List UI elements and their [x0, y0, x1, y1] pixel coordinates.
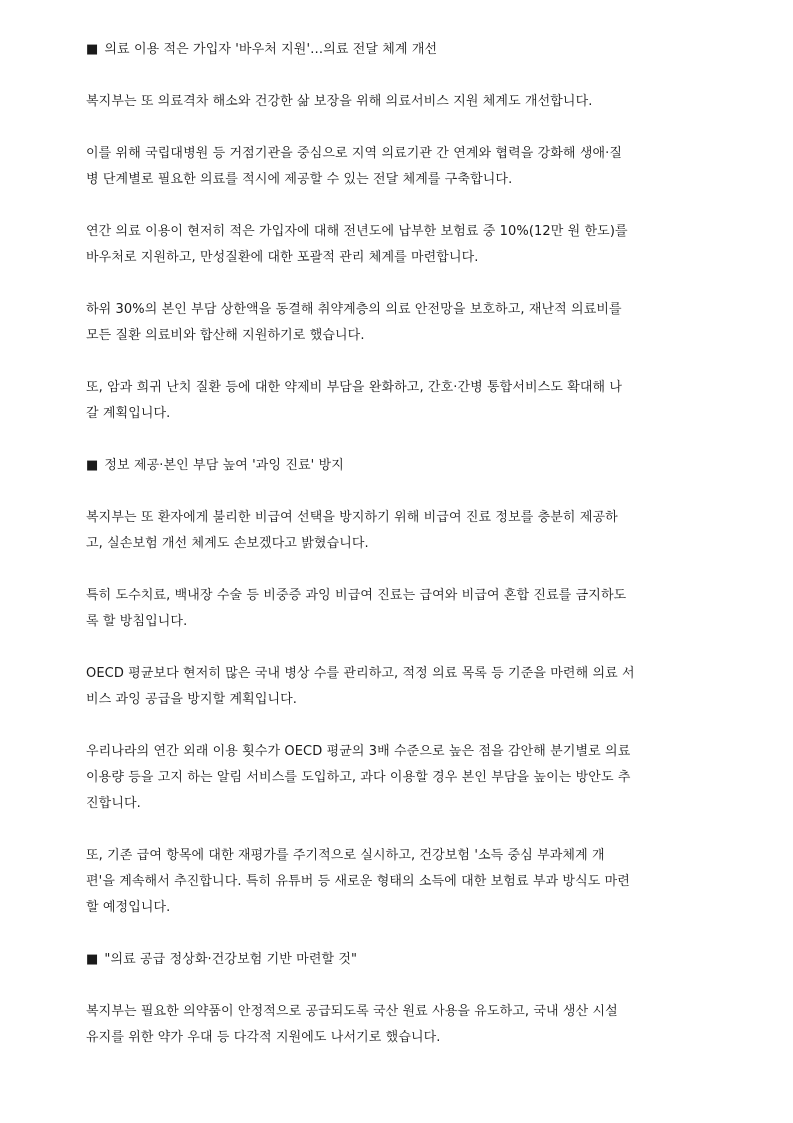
paragraph-line: 갈 계획입니다. [86, 406, 171, 421]
paragraph-line: 복지부는 또 환자에게 불리한 비급여 선택을 방지하기 위해 비급여 진료 정보를 충분히 제공하 [86, 510, 618, 525]
paragraph-line: 록 할 방침입니다. [86, 614, 188, 629]
paragraph-line: 고, 실손보험 개선 체계도 손보겠다고 밝혔습니다. [86, 536, 369, 551]
section-heading [86, 458, 716, 474]
paragraph-line: 모든 질환 의료비와 합산해 지원하기로 했습니다. [86, 328, 365, 343]
paragraph-line: 유지를 위한 약가 우대 등 다각적 지원에도 나서기로 했습니다. [86, 1030, 441, 1045]
paragraph-line: 진합니다. [86, 796, 141, 811]
paragraph-line: 바우처로 지원하고, 만성질환에 대한 포괄적 관리 체계를 마련합니다. [86, 250, 479, 265]
section-heading [86, 42, 716, 58]
heading-text: "의료 공급 정상화·건강보험 기반 마련할 것" [104, 952, 358, 967]
paragraph-line: OECD 평균보다 현저히 많은 국내 병상 수를 관리하고, 적정 의료 목록 등 기준을 마련해 의료 서 [86, 666, 635, 681]
paragraph-line: 연간 의료 이용이 현저히 적은 가입자에 대해 전년도에 납부한 보험료 중 10%(12만 원 한도)를 [86, 224, 628, 239]
paragraph-line: 이용량 등을 고지 하는 알림 서비스를 도입하고, 과다 이용할 경우 본인 부담을 높이는 방안도 추 [86, 770, 631, 785]
paragraph-line: 또, 기존 급여 항목에 대한 재평가를 주기적으로 실시하고, 건강보험 '소득 중심 부과체계 개 [86, 848, 605, 863]
square-bullet-icon: ■ [86, 42, 99, 57]
paragraph-line: 편'을 계속해서 추진합니다. 특히 유튜버 등 새로운 형태의 소득에 대한 보험료 부과 방식도 마련 [86, 874, 630, 889]
heading-text: 의료 이용 적은 가입자 '바우처 지원'…의료 전달 체계 개선 [104, 42, 438, 57]
square-bullet-icon: ■ [86, 458, 99, 473]
heading-text: 정보 제공·본인 부담 높여 '과잉 진료' 방지 [104, 458, 344, 473]
paragraph-line: 할 예정입니다. [86, 900, 171, 915]
paragraph-line: 복지부는 또 의료격차 해소와 건강한 삶 보장을 위해 의료서비스 지원 체계도 개선합니다. [86, 94, 593, 109]
paragraph-line: 복지부는 필요한 의약품이 안정적으로 공급되도록 국산 원료 사용을 유도하고, 국내 생산 시설 [86, 1004, 618, 1019]
paragraph-line: 이를 위해 국립대병원 등 거점기관을 중심으로 지역 의료기관 간 연계와 협력을 강화해 생애·질 [86, 146, 623, 161]
section-heading [86, 952, 716, 968]
paragraph-line: 특히 도수치료, 백내장 수술 등 비중증 과잉 비급여 진료는 급여와 비급여 혼합 진료를 금지하도 [86, 588, 627, 603]
paragraph-line: 비스 과잉 공급을 방지할 계획입니다. [86, 692, 298, 707]
paragraph-line: 또, 암과 희귀 난치 질환 등에 대한 약제비 부담을 완화하고, 간호·간병 통합서비스도 확대해 나 [86, 380, 623, 395]
paragraph-line: 우리나라의 연간 외래 이용 횟수가 OECD 평균의 3배 수준으로 높은 점을 감안해 분기별로 의료 [86, 744, 631, 759]
paragraph-line: 병 단계별로 필요한 의료를 적시에 제공할 수 있는 전달 체계를 구축합니다. [86, 172, 513, 187]
paragraph-line: 하위 30%의 본인 부담 상한액을 동결해 취약계층의 의료 안전망을 보호하고, 재난적 의료비를 [86, 302, 622, 317]
square-bullet-icon: ■ [86, 952, 99, 967]
